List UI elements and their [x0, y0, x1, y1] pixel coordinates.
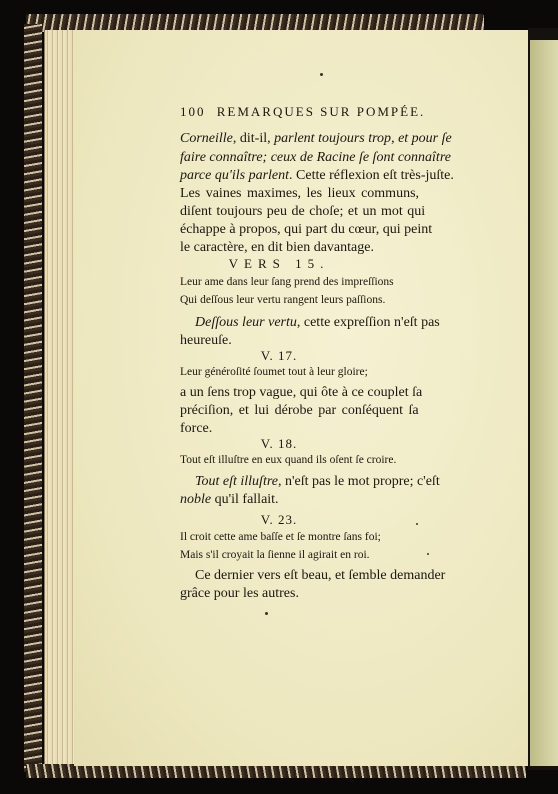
- quoted-verse: Qui deſſous leur vertu rangent leurs paſſions.: [180, 294, 386, 306]
- paragraph-line: Tout eſt illuſtre, n'eſt pas le mot propre; c'eſt: [195, 474, 440, 489]
- paragraph-line: diſent toujours peu de choſe; et un mot qui: [180, 204, 426, 219]
- book-spine-edge: [24, 24, 42, 772]
- verse-heading: VERS 15.: [228, 256, 330, 271]
- quoted-verse: Il croit cette ame baſſe et ſe montre ſans foi;: [180, 531, 381, 543]
- paragraph-line: faire connaître; ceux de Racine ſe ſont connaître: [180, 150, 451, 165]
- verse-heading: V. 23.: [260, 512, 298, 527]
- quoted-verse: Tout eſt illuſtre en eux quand ils oſent ſe croire.: [180, 454, 397, 466]
- paragraph-line: force.: [180, 421, 213, 436]
- verse-heading: V. 18.: [260, 436, 298, 451]
- paragraph-line: a un ſens trop vague, qui ôte à ce couplet ſa: [180, 385, 423, 400]
- running-header: [180, 104, 425, 120]
- paragraph-line: Les vaines maximes, les lieux communs,: [180, 186, 420, 201]
- quoted-verse: Mais s'il croyait la ſienne il agirait en roi.: [180, 549, 370, 561]
- paper-speck: [265, 612, 268, 615]
- paragraph-line: parce qu'ils parlent. Cette réflexion eſt très-juſte.: [180, 168, 454, 183]
- paragraph-line: grâce pour les autres.: [180, 586, 299, 601]
- paragraph-line: heureuſe.: [180, 333, 232, 348]
- quoted-verse: Leur ame dans leur ſang prend des impreſſions: [180, 276, 394, 288]
- running-title: REMARQUES SUR POMPÉE.: [216, 104, 426, 119]
- paragraph-line: préciſion, et lui dérobe par conſéquent ſa: [180, 403, 419, 418]
- facing-page-edge: [530, 40, 558, 766]
- paragraph-line: noble qu'il fallait.: [180, 492, 279, 507]
- book-cover-bottom-edge: [26, 764, 526, 778]
- page-number: 100: [180, 104, 206, 119]
- page-stack-edge: [44, 30, 75, 764]
- paragraph-line: Ce dernier vers eſt beau, et ſemble demander: [195, 568, 446, 583]
- paragraph-line: Deſſous leur vertu, cette expreſſion n'eſt pas: [195, 315, 440, 330]
- paragraph-line: Corneille, dit-il, parlent toujours trop, et pour ſe: [180, 131, 452, 146]
- paragraph-line: échappe à propos, qui part du cœur, qui peint: [180, 222, 433, 237]
- verse-heading: V. 17.: [260, 348, 298, 363]
- paper-speck: [427, 553, 429, 555]
- quoted-verse: Leur généroſité ſoumet tout à leur gloire;: [180, 366, 368, 378]
- paper-speck: [320, 73, 323, 76]
- paragraph-line: le caractère, en dit bien davantage.: [180, 240, 374, 255]
